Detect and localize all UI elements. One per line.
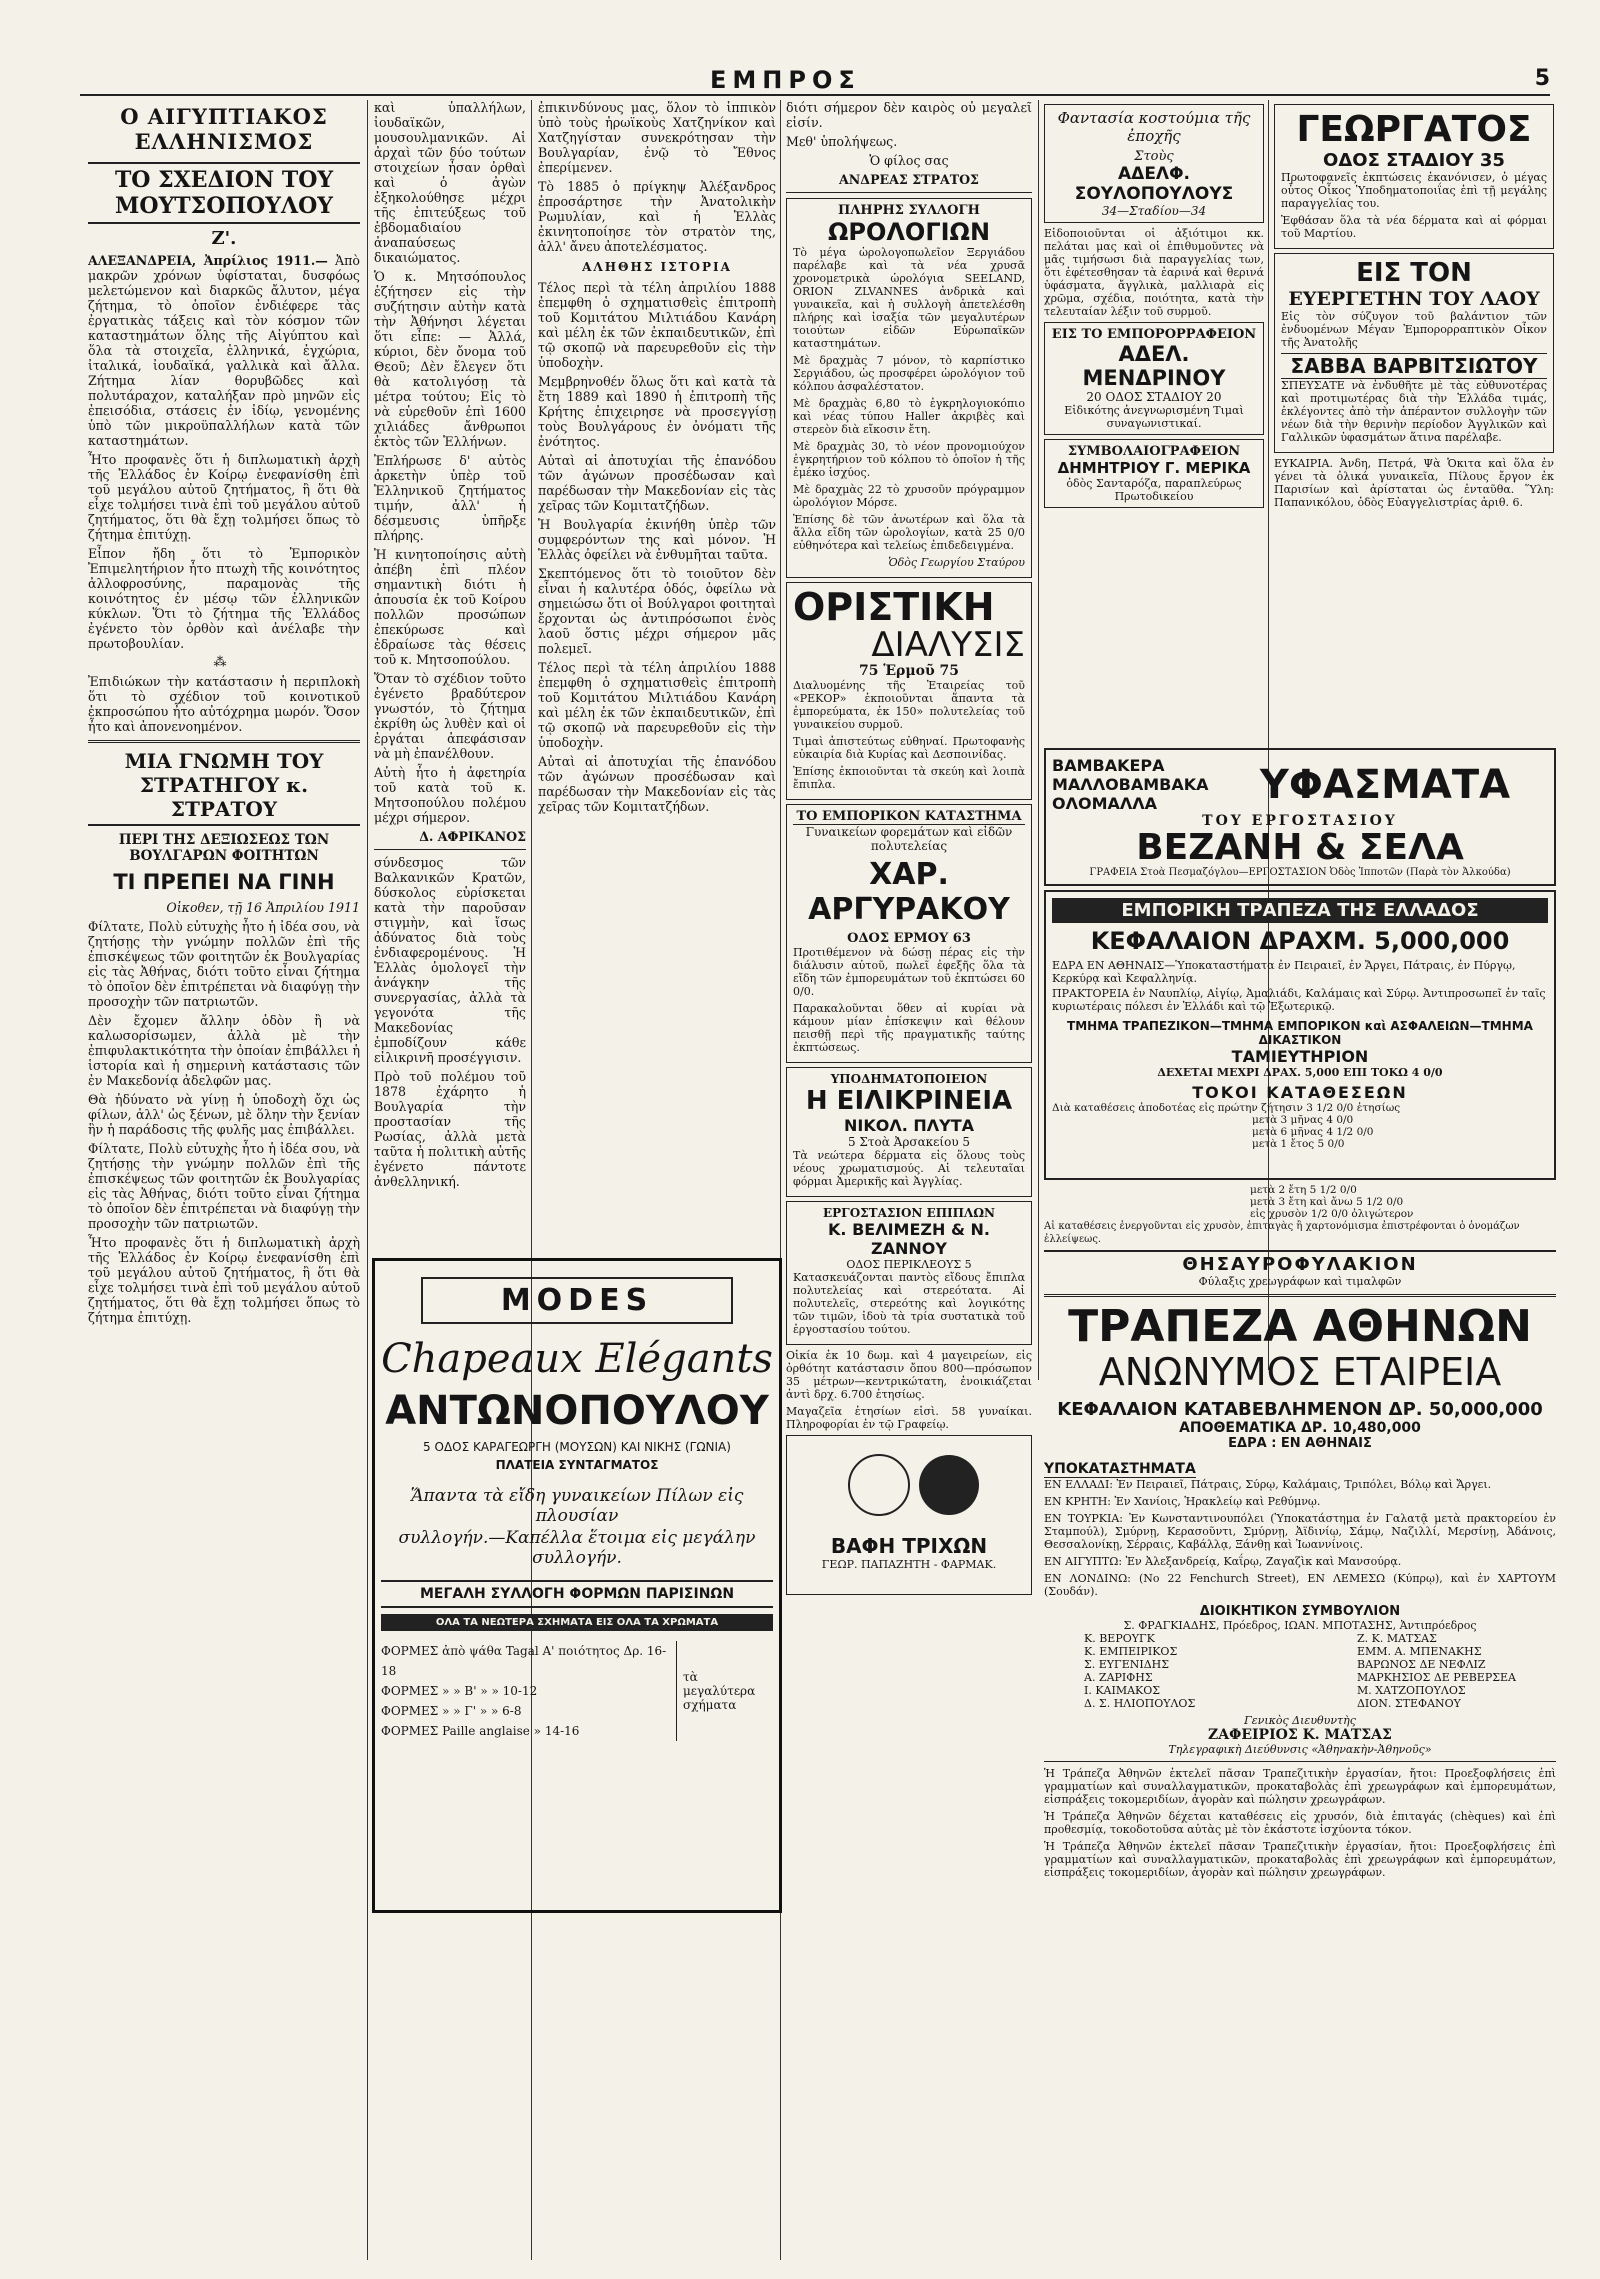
article-paragraph: Μεθ' ὑπολήψεως. [786, 134, 898, 149]
board-member: ΔΙΟΝ. ΣΤΕΦΑΝΟΥ [1356, 1697, 1461, 1710]
column-rule [367, 100, 368, 2260]
board-member: Δ. Σ. ΗΛΙΟΠΟΥΛΟΣ [1084, 1697, 1196, 1710]
article-paragraph: Φίλτατε, Πολὺ εὐτυχὴς ἦτο ἡ ἰδέα σου, νὰ ζητήσῃς τὴν γνώμην πολλῶν ἐπὶ τῆς ἐπισκέψεως τῶν φοιτητῶν ἐκ Βουλγαρίας εἰς τὰς Ἀθήνας, διότι τοῦτο εἶναι ζήτημα τὸ ὁποῖον δὲν ἐπιτρέπεται νὰ διαφύγῃ τὴν προσοχὴν τῶν πατριωτῶν. [88, 919, 360, 1009]
rental-notice: Μαγαζεῖα ἐτησίων εἰσὶ. 58 γυναίκαι. Πληροφορίαι ἐν τῷ Γραφείῳ. [786, 1405, 1032, 1431]
fabric-address: ΓΡΑΦΕΙΑ Στοὰ Πεσμαζόγλου—ΕΡΓΟΣΤΑΣΙΟΝ Ὀδὸς Ἱπποτῶν (Παρὰ τὸν Ἀλκούδα) [1089, 867, 1511, 878]
modes-slogan: Ἅπαντα τὰ εἴδη γυναικείων Πίλων εἰς πλουσίαν [410, 1486, 744, 1526]
fabric-advertisement [1044, 748, 1556, 886]
interest-row: μετὰ 3 μῆνας 4 0/0 [1252, 1114, 1354, 1126]
board-member: Μ. ΧΑΤΖΟΠΟΥΛΟΣ [1356, 1684, 1466, 1697]
column-2 [374, 100, 526, 1250]
ad-paragraph: Τὰ νεώτερα δέρματα εἰς ὅλους τοὺς νέους χρωματισμούς. Αἱ τελευταῖαι φόρμαι Ἀμερικῆς καὶ Ἀγγλίας. [793, 1149, 1025, 1188]
bank-savings: ΤΑΜΙΕΥΤΗΡΙΟΝ [1231, 1047, 1369, 1066]
ad-paragraph: Εἰδοποιοῦνται οἱ ἀξιότιμοι κκ. πελάται μας καὶ οἱ ἐπιθυμοῦντες νὰ μᾶς τιμήσωσι διὰ παραγγελίας των, ὅτι ἐφέτεσθησαν τὰ ἐαρινά καὶ θερινά ὑφάσματα, ἄγγλικὰ, μαλλιαρὰ εἰς χρῶμα, σχέδια, ποιότητα, κατὰ τὴν τελευταίαν λέξιν τοῦ συρμοῦ. [1044, 227, 1264, 318]
shoemaker-heading: ΥΠΟΔΗΜΑΤΟΠΟΙΕΙΟΝ [830, 1072, 988, 1086]
shoe-store-advertisement [1274, 104, 1554, 249]
clothing-advertisement [1274, 253, 1554, 453]
ad-paragraph: Εἰς τὸν σύζυγον τοῦ βαλάντιον τῶν ἐνδυομένων Μέγαν Ἐμπορορραπτικὸν Οἶκον τῆς Ἀνατολῆς [1281, 310, 1547, 349]
vault-subheading: Φύλαξις χρεωγράφων καὶ τιμαλφῶν [1198, 1275, 1402, 1288]
branch-entry: ΕΝ ΤΟΥΡΚΙΑ: Ἐν Κωνσταντινουπόλει (Ὑποκατάστημα ἐν Γαλατᾷ μετὰ πρακτορείου ἐν Σταμπούλ), Σμύρνῃ, Κερασοῦντι, Σμύρνῃ, Ἀϊδινίῳ, Σάμῳ, Ναζιλλί, Μερσίνῃ, Ἀδάνοις, Θεσσαλονίκῃ, Σέρραις, Καβάλλᾳ, Ξάνθῃ καὶ Ἰωαννίνοις. [1044, 1512, 1556, 1551]
athens-bank-advertisement [1044, 1250, 1556, 2260]
ad-paragraph: Μὲ δραχμὰς 6,80 τὸ ἐγκρηλογιοκόπιο καὶ νέας τύπου Haller ἀκριβὲς καὶ στερεὸν διὰ εἴκοσιν ἔτη. [793, 397, 1025, 436]
shoemaker-address: 5 Στοὰ Ἀρσακείου 5 [847, 1135, 971, 1149]
page-number: 5 [1534, 66, 1550, 91]
shop-address: ΟΔΟΣ ΕΡΜΟΥ 63 [847, 931, 971, 946]
section-title-true-story: ΑΛΗΘΗΣ ΙΣΤΟΡΙΑ [582, 260, 732, 274]
clearance-heading: ΔΙΑΛΥΣΙΣ [871, 625, 1025, 665]
board-heading: ΔΙΟΙΚΗΤΙΚΟΝ ΣΥΜΒΟΥΛΙΟΝ [1199, 1604, 1401, 1619]
column-rule [1038, 100, 1039, 1380]
telegraph-address: Τηλεγραφικὴ Διεύθυνσις «Ἀθηνακὴν-Ἀθηνοῦς» [1168, 1743, 1432, 1756]
section-ornament: ⁂ [213, 655, 235, 670]
article-paragraph: Εἶπον ἤδη ὅτι τὸ Ἐμπορικὸν Ἐπιμελητήριον ἦτο πτωχὴ τῆς κοινότητος ἀλλοφροσύνης, παραμονὰς τῆς κοινότητος ἐν μέσῳ τῶν ἑλληνικῶν κύκλων. Ὅτι τὸ ζήτημα τῆς Ἑλλάδος ἐγένετο τὸν ὀρθὸν καὶ ἀνέλαβε τὴν πρωτοβουλίαν. [88, 546, 360, 651]
article-paragraph: ἐπικινδύνους μας, ὅλον τὸ ἰππικὸν ὑπὸ τοὺς ἡρωϊκοὺς Χατζηνίκον καὶ Χατζηγίσταν συνεκρότησαν τὴν Βουλγαρίαν, ἐνῷ τὸ Ἔθνος ἐπερίμενεν. [538, 100, 776, 175]
board-member: Ζ. Κ. ΜΑΤΣΑΣ [1356, 1632, 1437, 1645]
dateline: Οἰκοθεν, τῇ 16 Ἀπριλίου 1911 [166, 900, 360, 915]
clothing-heading: ΕΙΣ ΤΟΝ [1356, 258, 1472, 288]
headline-moutsopoulos-plan: ΤΟ ΣΧΕΔΙΟΝ ΤΟΥ ΜΟΥΤΣΟΠΟΥΛΟΥ [88, 162, 360, 224]
athens-bank-capital: ΚΕΦΑΛΑΙΟΝ ΚΑΤΑΒΕΒΛΗΜΕΝΟΝ ΔΡ. 50,000,000 [1057, 1399, 1543, 1420]
notary-name: ΔΗΜΗΤΡΙΟΥ Γ. ΜΕΡΙΚΑ [1057, 459, 1251, 477]
ad-paragraph: ΕΥΚΑΙΡΙΑ. Ἀνδη, Πετρά, Ψὰ Ὁκιτα καὶ ὅλα ἐν γένει τὰ ὀλικά γυναικεῖα, Πίλους ἔργον ἐκ Παρισίων καὶ ἀρίσταται ὡς ἐνταῦθα. Ὕλη: Παπανικόλου, ὁδὸς Εὐαγγελιστρίας ἀριθ. 6. [1274, 457, 1554, 509]
ad-paragraph: Προτιθέμενον νὰ δώσῃ πέρας εἰς τὴν διάλυσιν αὐτοῦ, πωλεῖ ἐφεξῆς ὅλα τὰ εἴδη τῶν ἐμπορευμάτων τοῦ ἐκπτώσει 60 0/0. [793, 946, 1025, 998]
watch-ad-heading: ΩΡΟΛΟΓΙΩΝ [827, 218, 991, 246]
director-heading: Γενικὸς Διευθυντὴς [1244, 1714, 1356, 1727]
board-member: Ι. ΚΑΙΜΑΚΟΣ [1084, 1684, 1161, 1697]
ad-paragraph: Τιμαὶ ἀπιστεύτως εὐθηναί. Πρωτοφανὴς εὐκαιρία διὰ Κυρίας καὶ Δεσποινίδας. [793, 735, 1025, 761]
article-paragraph: Τὸ 1885 ὁ πρίγκηψ Ἀλέξανδρος ἐπροσάρτησε τὴν Ἀνατολικὴν Ρωμυλίαν, καὶ ἡ Ἑλλὰς ἐκινητοποίησε τὸν στρατὸν της, ἀλλ' ἄνευ ἀποτελέσματος. [538, 179, 776, 254]
vault-heading: ΘΗΣΑΥΡΟΦΥΛΑΚΙΟΝ [1044, 1250, 1556, 1275]
column-1 [88, 100, 360, 2260]
article-paragraph: Ἦτο προφανὲς ὅτι ἡ διπλωματικὴ ἀρχὴ τῆς Ἑλλάδος ἐν Κοίρῳ ἐνεφανίσθη ἐπὶ τοῦ μεγάλου αὐτοῦ ζητήματος, ἢ ὅτι θὰ εἶχε τολμήσει τινὰ ἐπὶ τοῦ μεγάλου αὐτοῦ ζητήματος, ὅτι θὰ ἔχῃ τολμήσει ὅπως τὸ ζήτημα ἐπιτύχῃ. [88, 452, 360, 542]
fabric-types [1052, 756, 1222, 813]
headline-stratos-opinion: ΜΙΑ ΓΝΩΜΗ ΤΟΥ ΣΤΡΑΤΗΓΟΥ κ. ΣΤΡΑΤΟΥ [88, 749, 360, 826]
ad-paragraph: Μὲ δραχμὰς 30, τὸ νέον προνομιούχον ἐγκρητήριον τοῦ κόλπου τὸ ὁποῖον ἠ τῆς ἐμέκο ἰσχύος. [793, 440, 1025, 479]
interest-continued [1044, 1184, 1556, 1244]
clearance-advertisement [786, 582, 1032, 800]
branches-heading: ΥΠΟΚΑΤΑΣΤΗΜΑΤΑ [1044, 1461, 1196, 1477]
tailoring-note: Εἰδικότης ἀνεγνωρισμένη Τιμαὶ συναγωνιστικαί. [1064, 404, 1244, 430]
notary-address: ὁδὸς Σανταρόζα, παραπλεύρως Πρωτοδικείου [1066, 477, 1242, 503]
article-paragraph: Θὰ ἠδύνατο νὰ γίνῃ ἡ ὑποδοχὴ ὄχι ὡς φίλων, ἀλλ' ὡς ξένων, μὲ ὅλην τὴν ξενίαν ἣν ἡ παράδοσις τῆς φυλῆς μας ἐπιβάλλει. [88, 1092, 360, 1137]
fabric-type: ΟΛΟΜΑΛΛΑ [1052, 794, 1158, 813]
clearance-address: 75 Ἑρμοῦ 75 [858, 663, 960, 679]
hair-dye-heading: ΒΑΦΗ ΤΡΙΧΩΝ [830, 1534, 988, 1558]
dateline: ΑΛΕΞΑΝΔΡΕΙΑ, Ἀπρίλιος 1911.— [88, 253, 328, 268]
furniture-address: ΟΔΟΣ ΠΕΡΙΚΛΕΟΥΣ 5 [846, 1258, 972, 1271]
article-paragraph: σύνδεσμος τῶν Βαλκανικῶν Κρατῶν, δύσκολος εὑρίσκεται κατὰ τὴν παροῦσαν στιγμὴν, καὶ ἴσως ἀδύνατος διὰ τοὺς ἐνδιαφερομένους. Ἡ Ἑλλὰς ὁμολογεῖ τὴν ἀνάγκην τῆς συνεργασίας, ἀλλὰ τὰ γεγονότα τῆς Μακεδονίας ἐμποδίζουν κάθε εἰλικρινῆ προσέγγισιν. [374, 855, 526, 1065]
modes-price-row: ΦΟΡΜΕΣ » » B' » » 10-12 [381, 1684, 538, 1698]
director-name: ΖΑΦΕΙΡΙΟΣ Κ. ΜΑΤΣΑΣ [1208, 1727, 1392, 1743]
modes-script-title: Chapeaux Elégants [381, 1336, 773, 1382]
article-paragraph: Αὐτὴ ἦτο ἡ ἀφετηρία τοῦ κατὰ τοῦ κ. Μητσοπούλου πολέμου μέχρι σήμερον. [374, 765, 526, 825]
interest-row: εἰς χρυσὸν 1/2 0/0 ὀλιγώτερον [1250, 1208, 1414, 1220]
ad-paragraph: Μὲ δραχμὰς 22 τὸ χρυσοῦν πρόγραμμον ὡρολόγιον Μόρσε. [793, 483, 1025, 509]
ad-paragraph: Τὸ μέγα ὡρολογοπωλεῖον Ξεργιάδου παρέλαβε καὶ τὰ νέα χρυσᾶ χρονομετρικὰ ὡρολόγια SEELAND, ORION ZLVANNES ἀνδρικὰ καὶ γυναικεῖα, καὶ ἡ συλλογὴ ἀπετελέσθη πλήρης καὶ ἰσαξία τῶν μεγαλυτέρων τοιούτων εἰδῶν Εὐρωπαϊκῶν καταστημάτων. [793, 246, 1025, 350]
subheadline-what-must-be-done: ΤΙ ΠΡΕΠΕΙ ΝΑ ΓΙΝΗ [113, 870, 335, 894]
ad-paragraph: Ἐπίσης δὲ τῶν ἀνωτέρων καὶ ὅλα τὰ ἄλλα εἴδη τῶν ὡρολογίων, κατὰ 25 0/0 εὐθηνότερα καὶ τελείως ἐπιδεδειγμένα. [793, 513, 1025, 552]
bank-savings-note: ΔΕΧΕΤΑΙ ΜΕΧΡΙ ΔΡΑΧ. 5,000 ΕΠΙ ΤΟΚΩ 4 0/0 [1157, 1066, 1443, 1079]
hair-dye-advertisement [786, 1435, 1032, 1595]
ad-paragraph: Διαλυομένης τῆς Ἑταιρείας τοῦ «ΡΕΚΟΡ» ἐκποιοῦνται ἅπαντα τὰ ἐμπορεύματα, ἐκ 150» πολυτελείας τοῦ γυναικείου συρμοῦ. [793, 679, 1025, 731]
divider [1044, 1761, 1556, 1762]
branch-entry: ΕΝ ΕΛΛΑΔΙ: Ἐν Πειραιεῖ, Πάτραις, Σύρῳ, Καλάμαις, Τριπόλει, Βόλῳ καὶ Ἄργει. [1044, 1478, 1492, 1491]
fabric-heading: ΥΦΑΣΜΑΤΑ [1259, 761, 1511, 808]
modes-slogan: συλλογήν.—Καπέλλα ἕτοιμα εἰς μεγάλην συλλογήν. [398, 1528, 756, 1568]
ad-address: Ὁδὸς Γεωργίου Σταύρου [888, 556, 1025, 569]
board-lead: Σ. ΦΡΑΓΚΙΑΔΗΣ, Πρόεδρος, ΙΩΑΝ. ΜΠΟΤΑΣΗΣ, Ἀντιπρόεδρος [1123, 1619, 1477, 1632]
interest-note: Αἱ καταθέσεις ἐνεργοῦνται εἰς χρυσὸν, ἐπιταγὰς ἢ χαρτονόμισμα ἐπιστρέφονται ὁ ὀνομάζων ἐλλείψεως. [1044, 1221, 1520, 1244]
article-paragraph: Ἐπλήρωσε δ' αὐτὸς ἀρκετὴν ὑπὲρ τοῦ Ἑλληνικοῦ ζητήματος τιμήν, ἀλλ' ἡ δέσμευσις ὑπῆρξε πλήρης. [374, 453, 526, 543]
interest-row: μετὰ 6 μῆνας 4 1/2 0/0 [1252, 1126, 1374, 1138]
author-signature: Δ. ΑΦΡΙΚΑΝΟΣ [419, 829, 526, 844]
article-paragraph: Ἐπιδιώκων τὴν κατάστασιν ἡ περιπλοκὴ ὅτι τὸ σχέδιον τοῦ κοινοτικοῦ ἐκπροσώπου ἦτο αὐτόχρημα μωρόν. Ὅσον ἦτο καὶ ἀπονενοημένον. [88, 674, 360, 734]
ad-paragraph: Ἡ Τράπεζα Ἀθηνῶν ἐκτελεῖ πᾶσαν Τραπεζιτικὴν ἐργασίαν, ἤτοι: Προεξοφλήσεις ἐπὶ γραμματίων καὶ συναλλαγματικῶν, προκαταβολὰς ἐπὶ χρεωγράφων καὶ ἐμπορευμάτων, εἰσπράξεις τοκομεριδίων, ἀγορὰν καὶ πώλησιν χρεωγράφων. [1044, 1767, 1556, 1806]
tailoring-name: ΑΔΕΛ. ΜΕΝΔΡΙΝΟΥ [1082, 342, 1226, 390]
clothing-merchant-name: ΣΑΒΒΑ ΒΑΡΒΙΤΣΙΩΤΟΥ [1281, 353, 1547, 379]
clothing-heading: ΕΥΕΡΓΕΤΗΝ ΤΟΥ ΛΑΟΥ [1288, 288, 1540, 310]
tailor-address: 34—Σταδίου—34 [1101, 204, 1207, 218]
modes-side-note: τὰ μεγαλύτερα σχήματα [676, 1641, 773, 1741]
athens-bank-seat: ΕΔΡΑ : ΕΝ ΑΘΗΝΑΙΣ [1228, 1436, 1372, 1451]
modes-square: ΠΛΑΤΕΙΑ ΣΥΝΤΑΓΜΑΤΟΣ [495, 1458, 659, 1472]
branch-entry: ΕΝ ΛΟΝΔΙΝΩ: (No 22 Fenchurch Street), ΕΝ ΛΕΜΕΣΩ (Κύπρῳ), καὶ ἐν ΧΑΡΤΟΥΜ (Σουδάν). [1044, 1572, 1556, 1598]
athens-bank-type: ΑΝΩΝΥΜΟΣ ΕΤΑΙΡΕΙΑ [1098, 1350, 1502, 1394]
bank-capital: ΚΕΦΑΛΑΙΟΝ ΔΡΑΧΜ. 5,000,000 [1090, 927, 1510, 955]
commercial-bank-advertisement [1044, 890, 1556, 1180]
article-paragraph: διότι σήμερον δὲν καιρὸς οὐ μεγαλεῖ εἰσίν. [786, 100, 1032, 130]
branch-entry: ΕΝ ΑΙΓΥΠΤΩ: Ἐν Ἀλεξανδρείᾳ, Καΐρῳ, Ζαγαζὶκ καὶ Μανσούρᾳ. [1044, 1555, 1402, 1568]
bank-seat: ΕΔΡΑ ΕΝ ΑΘΗΝΑΙΣ—Ὑποκαταστήματα ἐν Πειραιεῖ, ἐν Ἄργει, Πάτραις, ἐν Πύργῳ, Κερκύρᾳ καὶ Κεφαλληνίᾳ. [1052, 959, 1516, 985]
column-4 [786, 100, 1032, 2260]
watch-ad-title: ΠΛΗΡΗΣ ΣΥΛΛΟΓΗ [838, 203, 980, 218]
modes-shop-name: ΑΝΤΩΝΟΠΟΥΛΟΥ [385, 1388, 769, 1434]
interest-row: μετὰ 1 ἔτος 5 0/0 [1252, 1138, 1345, 1150]
ad-paragraph: Ἐφθάσαν ὅλα τὰ νέα δέρματα καὶ αἱ φόρμαι τοῦ Μαρτίου. [1281, 214, 1547, 240]
ad-paragraph: Ἡ Τράπεζα Ἀθηνῶν ἐκτελεῖ πᾶσαν Τραπεζιτικὴν ἐργασίαν, ἤτοι: Προεξοφλήσεις ἐπὶ γραμματίων καὶ συναλλαγματικῶν, προκαταβολὰς ἐπὶ χρεωγράφων καὶ ἐμπορευμάτων, εἰσπράξεις τοκομεριδίων, ἀγορὰν καὶ πώλησιν χρεωγράφων. [1044, 1840, 1556, 1879]
modes-price-row: ΦΟΡΜΕΣ ἀπὸ ψάθα Tagal A' ποιότητος Δρ. 16-18 [381, 1644, 667, 1678]
column-3 [538, 100, 776, 1250]
board-member: Κ. ΒΕΡΟΥΓΚ [1084, 1632, 1155, 1645]
clearance-heading: ΟΡΙΣΤΙΚΗ [793, 585, 995, 629]
article-paragraph: Φίλτατε, Πολὺ εὐτυχὴς ἦτο ἡ ἰδέα σου, νὰ ζητήσῃς τὴν γνώμην πολλῶν ἐπὶ τῆς ἐπισκέψεως τῶν φοιτητῶν ἐκ Βουλγαρίας εἰς τὰς Ἀθήνας, διότι τοῦτο εἶναι ζήτημα τὸ ὁποῖον δὲν ἐπιτρέπεται νὰ διαφύγῃ τὴν προσοχὴν τῶν πατριωτῶν. [88, 1141, 360, 1231]
portrait-illustration [809, 1440, 1009, 1530]
modes-banner: ΜΕΓΑΛΗ ΣΥΛΛΟΓΗ ΦΟΡΜΩΝ ΠΑΡΙΣΙΝΩΝ [381, 1580, 773, 1608]
signature-line: Ὁ φίλος σας [869, 153, 949, 168]
board-member: ΕΜΜ. Α. ΜΠΕΝΑΚΗΣ [1356, 1645, 1482, 1658]
ad-paragraph: Ἐπίσης ἐκποιοῦνται τὰ σκεύη καὶ λοιπὰ ἔπιπλα. [793, 765, 1025, 791]
bank-agencies: ΠΡΑΚΤΟΡΕΙΑ ἐν Ναυπλίῳ, Αἰγίῳ, Ἀμαλιάδι, Καλάμαις καὶ Σύρῳ. Ἀντιπροσωπεῖ ἐν ταῖς κυριωτέραις πόλεσι ἐν Ἑλλάδι καὶ τῷ Ἐξωτερικῷ. [1052, 987, 1546, 1013]
tailoring-heading: ΕΙΣ ΤΟ ΕΜΠΟΡΟΡΡΑΦΕΙΟΝ [1051, 327, 1257, 342]
article-paragraph: Ἡ κινητοποίησις αὐτὴ ἀπέβη ἐπὶ πλέον σημαντικὴ διότι ἡ ἀπουσία ἐκ τοῦ Κοίρου πολλῶν προσώπων ἐπεκύρωσε καὶ ἐδραίωσε τὰς θέσεις τοῦ κ. Μητσοπούλου. [374, 547, 526, 667]
column-rule [531, 100, 532, 2260]
article-paragraph: Τέλος περὶ τὰ τέλη ἀπριλίου 1888 ἐπεμφθη ὁ σχηματισθεὶς ἐπιτροπὴ τοῦ Κομιτάτου Μιλτιάδου Κανάρη καὶ μέλη ἐκ τῶν ἐκπαιδευτικῶν, ἐπὶ τῷ σκοπῷ νὰ παρευρεθοῦν εἰς τὴν ὑποδοχὴν. [538, 280, 776, 370]
fabric-type: ΜΑΛΛΟΒΑΜΒΑΚΑ [1052, 775, 1209, 794]
athens-bank-name: ΤΡΑΠΕΖΑ ΑΘΗΝΩΝ [1068, 1301, 1532, 1352]
masthead-title: ΕΜΠΡΟΣ [710, 66, 861, 94]
column-6 [1274, 100, 1554, 740]
notary-heading: ΣΥΜΒΟΛΑΙΟΓΡΑΦΕΙΟΝ [1067, 444, 1241, 459]
modes-label: MODES [421, 1277, 733, 1324]
column-rule [780, 100, 781, 2260]
furniture-heading: ΕΡΓΟΣΤΑΣΙΟΝ ΕΠΙΠΛΩΝ [823, 1206, 995, 1220]
tailoring-address: 20 ΟΔΟΣ ΣΤΑΔΙΟΥ 20 [1086, 390, 1222, 404]
article-paragraph: Μεμβρηνοθέν ὅλως ὅτι καὶ κατὰ τὰ ἔτη 1889 καὶ 1890 ἡ ἐπιτροπὴ τῆς Κρήτης ἐπιχειρησε νὰ προσεγγίσῃ τοὺς Βουλγάρους ἐν ὀνόματι τῆς ἑνότητος. [538, 374, 776, 449]
watch-advertisement [786, 198, 1032, 578]
modes-price-row: ΦΟΡΜΕΣ » » Γ' » » 6-8 [381, 1704, 522, 1718]
modes-sub-banner: ΟΛΑ ΤΑ ΝΕΩΤΕΡΑ ΣΧΗΜΑΤΑ ΕΙΣ ΟΛΑ ΤΑ ΧΡΩΜΑΤΑ [381, 1614, 773, 1631]
divider [1044, 1294, 1556, 1297]
part-number: Ζ'. [211, 228, 237, 249]
headline-egyptian-hellenism: Ο ΑΙΓΥΠΤΙΑΚΟΣ ΕΛΛΗΝΙΣΜΟΣ [120, 104, 328, 154]
ad-paragraph: Μὲ δραχμὰς 7 μόνον, τὸ καρπίστικο Σεργιάδου, ὡς προσφέρει ὡρολόγιον τοῦ κόλπου ἀσφαλέστατον. [793, 354, 1025, 393]
ad-paragraph: Ἡ Τράπεζα Ἀθηνῶν δέχεται καταθέσεις εἰς χρυσόν, διὰ ἐπιταγάς (chèques) καὶ ἐπὶ προθεσμίᾳ, τοκοδοτοῦσα αὐτὰς μὲ τὸν ἐκάστοτε ἰσχύοντα τόκον. [1044, 1810, 1556, 1836]
shop-advertisement [786, 804, 1032, 1063]
divider [786, 192, 1032, 193]
tailor-intro: Φαντασία κοστούμια τῆς ἐποχῆς [1057, 109, 1251, 145]
ad-paragraph: Παρακαλοῦνται ὅθεν αἱ κυρίαι νὰ κάμουν μίαν ἐπίσκεψιν καὶ θέλουν πεισθῇ περὶ τῆς πραγματικῆς ταύτης ἐκπτώσεως. [793, 1002, 1025, 1054]
shop-subheading: Γυναικείων φορεμάτων καὶ εἰδῶν πολυτελείας [805, 825, 1013, 853]
board-member: Α. ΖΑΡΙΦΗΣ [1084, 1671, 1153, 1684]
interest-row: μετὰ 3 ἔτη καὶ ἄνω 5 1/2 0/0 [1250, 1196, 1404, 1208]
divider [88, 740, 360, 743]
interest-row: μετὰ 2 ἔτη 5 1/2 0/0 [1250, 1184, 1357, 1196]
article-paragraph: Σκεπτόμενος ὅτι τὸ τοιοῦτον δὲν εἶναι ἡ καλυτέρα ὁδός, ὀφείλω νὰ σημειώσω ὅτι οἱ Βούλγαροι φοιτηταὶ ἔρχονται ὡς ἀντιπρόσωποι ἑνὸς λαοῦ ὅστις μέχρι σήμερον μᾶς πολεμεῖ. [538, 566, 776, 656]
modes-address: 5 ΟΔΟΣ ΚΑΡΑΓΕΩΡΓΗ (ΜΟΥΣΩΝ) ΚΑΙ ΝΙΚΗΣ (ΓΩΝΙΑ) [423, 1440, 731, 1454]
notary-advertisement [1044, 439, 1264, 508]
shop-heading: ΤΟ ΕΜΠΟΡΙΚΟΝ ΚΑΤΑΣΤΗΜΑ [793, 809, 1025, 825]
ad-paragraph: Κατασκευάζονται παντὸς εἴδους ἔπιπλα πολυτελείας καὶ στερεότατα. Αἱ πολυτελεῖς, στερεότης καὶ λογικότης τῶν τιμῶν, ἰδοὺ τὰ τρία συστατικὰ τοῦ ἐργοστασίου τούτου. [793, 1271, 1025, 1336]
board-member: Σ. ΕΥΓΕΝΙΔΗΣ [1084, 1658, 1170, 1671]
article-paragraph: Δὲν ἔχομεν ἄλλην ὁδὸν ἢ νὰ καλωσορίσωμεν, ἀλλὰ μὲ τὴν ἐπιφυλακτικότητα τὴν ὁποίαν ἐπιβάλλει ἡ ἱστορία καὶ ἡ σημερινὴ κατάστασις τῶν ἐν Μακεδονίᾳ ἀδελφῶν μας. [88, 1013, 360, 1088]
ad-paragraph: Πρωτοφανεῖς ἐκπτώσεις ἐκανόνισεν, ὁ μέγας οὗτος Οἶκος Ὑποδηματοποιΐας ἐπὶ τῇ μεγάλης παραγγελίας του. [1281, 171, 1547, 210]
bank-heading: ΕΜΠΟΡΙΚΗ ΤΡΑΠΕΖΑ ΤΗΣ ΕΛΛΑΔΟΣ [1052, 898, 1548, 923]
shoemaker-advertisement [786, 1067, 1032, 1197]
interest-row: Διὰ καταθέσεις ἀποδοτέας εἰς πρώτην ζήτησιν 3 1/2 0/0 ἐτησίως [1052, 1102, 1401, 1114]
tailoring-shop-advertisement [1044, 322, 1264, 435]
athens-bank-reserves: ΑΠΟΘΕΜΑΤΙΚΑ ΔΡ. 10,480,000 [1179, 1420, 1421, 1436]
furniture-name: Κ. ΒΕΛΙΜΕΖΗ & Ν. ΖΑΝΝΟΥ [828, 1220, 990, 1258]
shop-name: ΧΑΡ. ΑΡΓΥΡΑΚΟΥ [808, 857, 1010, 927]
shoemaker-owner: ΝΙΚΟΛ. ΠΛΥΤΑ [843, 1116, 975, 1135]
fabric-factory-name: ΒΕΖΑΝΗ & ΣΕΛΑ [1136, 827, 1464, 868]
article-paragraph: καὶ ὑπαλλήλων, ἰουδαϊκῶν, μουσουλμανικῶν. Αἱ ἀρχαὶ τῶν δύο τούτων στοιχείων ἦσαν ὀρθαὶ καὶ ὁ ἀγὼν ἐξηκολούθησε μέχρι τῆς ἐπιτεύξεως τοῦ ἑβδομαδιαίου ἀναπαύσεως δικαιώματος. [374, 100, 526, 265]
shoe-store-address: ΟΔΟΣ ΣΤΑΔΙΟΥ 35 [1323, 150, 1505, 171]
shoe-store-name: ΓΕΩΡΓΑΤΟΣ [1296, 109, 1532, 150]
modes-price-row: ΦΟΡΜΕΣ Paille anglaise » 14-16 [381, 1724, 580, 1738]
article-paragraph: Ἡ Βουλγαρία ἐκινήθη ὑπὲρ τῶν συμφερόντων της καὶ μόνον. Ἡ Ἑλλὰς ὀφείλει νὰ ἐνθυμῆται ταῦτα. [538, 517, 776, 562]
column-5 [1044, 100, 1264, 740]
board-member: ΜΑΡΚΗΣΙΟΣ ΔΕ ΡΕΒΕΡΣΕΑ [1356, 1671, 1516, 1684]
rental-notice: Οἰκία ἐκ 10 δωμ. καὶ 4 μαγειρείων, εἰς ὀρθότητ κατάστασιν ὄπου 800—πρόσωπον 35 μέτρων—κεντρικώτατη, ἐνοικιάζεται ἀντὶ δρχ. 6.700 ἐτησίως. [786, 1349, 1032, 1401]
hat-shop-advertisement [372, 1258, 782, 1913]
board-member: Κ. ΕΜΠΕΙΡΙΚΟΣ [1084, 1645, 1178, 1658]
shoemaker-name: Η ΕΙΛΙΚΡΙΝΕΙΑ [805, 1086, 1013, 1116]
author-signature: ΑΝΔΡΕΑΣ ΣΤΡΑΤΟΣ [839, 172, 979, 187]
tailor-advertisement [1044, 104, 1264, 223]
article-paragraph: Αὐταὶ αἱ ἀποτυχίαι τῆς ἐπανόδου τῶν ἀγώνων προσέδωσαν καὶ παρέδωσαν τὴν Μακεδονίαν εἰς τὰς χεῖρας τῶν Κομιτατζήδων. [538, 754, 776, 814]
tailor-prefix: Στοὺς [1134, 149, 1174, 164]
article-paragraph: Ὁ κ. Μητσόπουλος ἐζήτησεν εἰς τὴν συζήτησιν αὐτὴν κατὰ τὴν Ἀθήνησι λέγεται ὅτι εἶπε: — Ἀλλά, κύριοι, δὲν ὄνομα τοῦ Θεοῦ; Δὲν ἔλεγεν ὅτι θὰ κατολιγόσῃ τὰ μέτρα τούτου; Εἰς τὸ νὰ εὑρεθοῦν ἐπὶ 1600 χιλιάδες ἄνθρωποι ἐκτὸς τῶν Ἑλλήνων. [374, 269, 526, 449]
hair-dye-sub: ΓΕΩΡ. ΠΑΠΑΖΗΤΗ - ΦΑΡΜΑΚ. [821, 1558, 997, 1571]
fabric-type: ΒΑΜΒΑΚΕΡΑ [1052, 756, 1165, 775]
subheadline-bulgarian-students: ΠΕΡΙ ΤΗΣ ΔΕΞΙΩΣΕΩΣ ΤΩΝ ΒΟΥΛΓΑΡΩΝ ΦΟΙΤΗΤΩΝ [118, 832, 330, 864]
article-paragraph: Αὐταὶ αἱ ἀποτυχίαι τῆς ἐπανόδου τῶν ἀγώνων προσέδωσαν καὶ παρέδωσαν τὴν Μακεδονίαν εἰς τὰς χεῖρας τῶν Κομιτατζήδων. [538, 453, 776, 513]
fabric-subheading: ΤΟΥ ΕΡΓΟΣΤΑΣΙΟΥ [1202, 813, 1398, 829]
masthead [80, 66, 1550, 96]
article-paragraph: Ὅταν τὸ σχέδιον τοῦτο ἐγένετο βραδύτερον γνωστόν, τὸ ζήτημα ἐκρίθη ὡς λυθὲν καὶ οἱ ἐργάται ἀπεφάσισαν νὰ μὴ ἐπανέλθουν. [374, 671, 526, 761]
bank-departments: ΤΜΗΜΑ ΤΡΑΠΕΖΙΚΟΝ—ΤΜΗΜΑ ΕΜΠΟΡΙΚΟΝ καὶ ΑΣΦΑΛΕΙΩΝ—ΤΜΗΜΑ ΔΙΚΑΣΤΙΚΟΝ [1067, 1019, 1533, 1047]
article-paragraph: Τέλος περὶ τὰ τέλη ἀπριλίου 1888 ἐπεμφθη ὁ σχηματισθεὶς ἐπιτροπὴ τοῦ Κομιτάτου Μιλτιάδου Κανάρη καὶ μέλη ἐκ τῶν ἐκπαιδευτικῶν, ἐπὶ τῷ σκοπῷ νὰ παρευρεθοῦν εἰς τὴν ὑποδοχὴν. [538, 660, 776, 750]
article-paragraph: Ἀπὸ μακρῶν χρόνων ὑφίσταται, δυσφόως μελετώμενον καὶ διαρκῶς ἄλυτον, μέγα ζήτημα, τὸ ὁποῖον ἐνδιέφερε τὰς ἐργατικὰς τάξεις καὶ τὸν κόσμον τῶν καταστημάτων ὅλης τῆς Αἰγύπτου καὶ ὅλα τὰ στοιχεῖα, ἑλληνικά, ἐγχώρια, ἰταλικά, ἰουδαϊκά, γαλλικὰ καὶ ἄλλα. Ζήτημα λίαν θορυβῶδες καὶ πολυτάραχον, καταλήξαν πρὸ μηνῶν εἰς ἐπεισόδια, στάσεις ἐν ἰδίῳ, γενομένης ὑπὸ τῶν μικροϋπαλλήλων κατὰ τῶν καταστημάτων. [88, 253, 360, 448]
ad-paragraph: ΣΠΕΥΣΑΤΕ νὰ ἐνδυθῆτε μὲ τὰς εὐθυνοτέρας καὶ προτιμωτέρας διὰ τὴν Ἑλλάδα τιμάς, ἐκλέγοντες ἀπὸ τὴν ἀπέραντον συλλογὴν τῶν νέων διὰ τὴν θερινὴν περίοδον Ἀγγλικῶν καὶ Γαλλικῶν ὑφασμάτων ἅτινα παρέλαβε. [1281, 379, 1547, 444]
article-paragraph: Πρὸ τοῦ πολέμου τοῦ 1878 ἐχάρητο ἡ Βουλγαρία τὴν προστασίαν τῆς Ρωσίας, ἀλλὰ μετὰ ταῦτα ἡ πολιτικὴ αὐτῆς ἐγένετο πάντοτε ἀνθελληνική. [374, 1069, 526, 1189]
furniture-advertisement [786, 1201, 1032, 1345]
branch-entry: ΕΝ ΚΡΗΤΗ: Ἐν Χανίοις, Ἡρακλείῳ καὶ Ρεθύμνῳ. [1044, 1495, 1321, 1508]
article-paragraph: Ἦτο προφανὲς ὅτι ἡ διπλωματικὴ ἀρχὴ τῆς Ἑλλάδος ἐν Κοίρῳ ἐνεφανίσθη ἐπὶ τοῦ μεγάλου αὐτοῦ ζητήματος, ἢ ὅτι θὰ εἶχε τολμήσει τινὰ ἐπὶ τοῦ μεγάλου αὐτοῦ ζητήματος, ὅτι θὰ ἔχῃ τολμήσει ὅπως τὸ ζήτημα ἐπιτύχῃ. [88, 1235, 360, 1325]
divider [374, 849, 526, 850]
board-member: ΒΑΡΩΝΟΣ ΔΕ ΝΕΦΛΙΖ [1356, 1658, 1486, 1671]
tailor-name: ΑΔΕΛΦ. ΣΟΥΛΟΠΟΥΛΟΥΣ [1074, 164, 1234, 204]
interest-heading: ΤΟΚΟΙ ΚΑΤΑΘΕΣΕΩΝ [1192, 1083, 1408, 1102]
